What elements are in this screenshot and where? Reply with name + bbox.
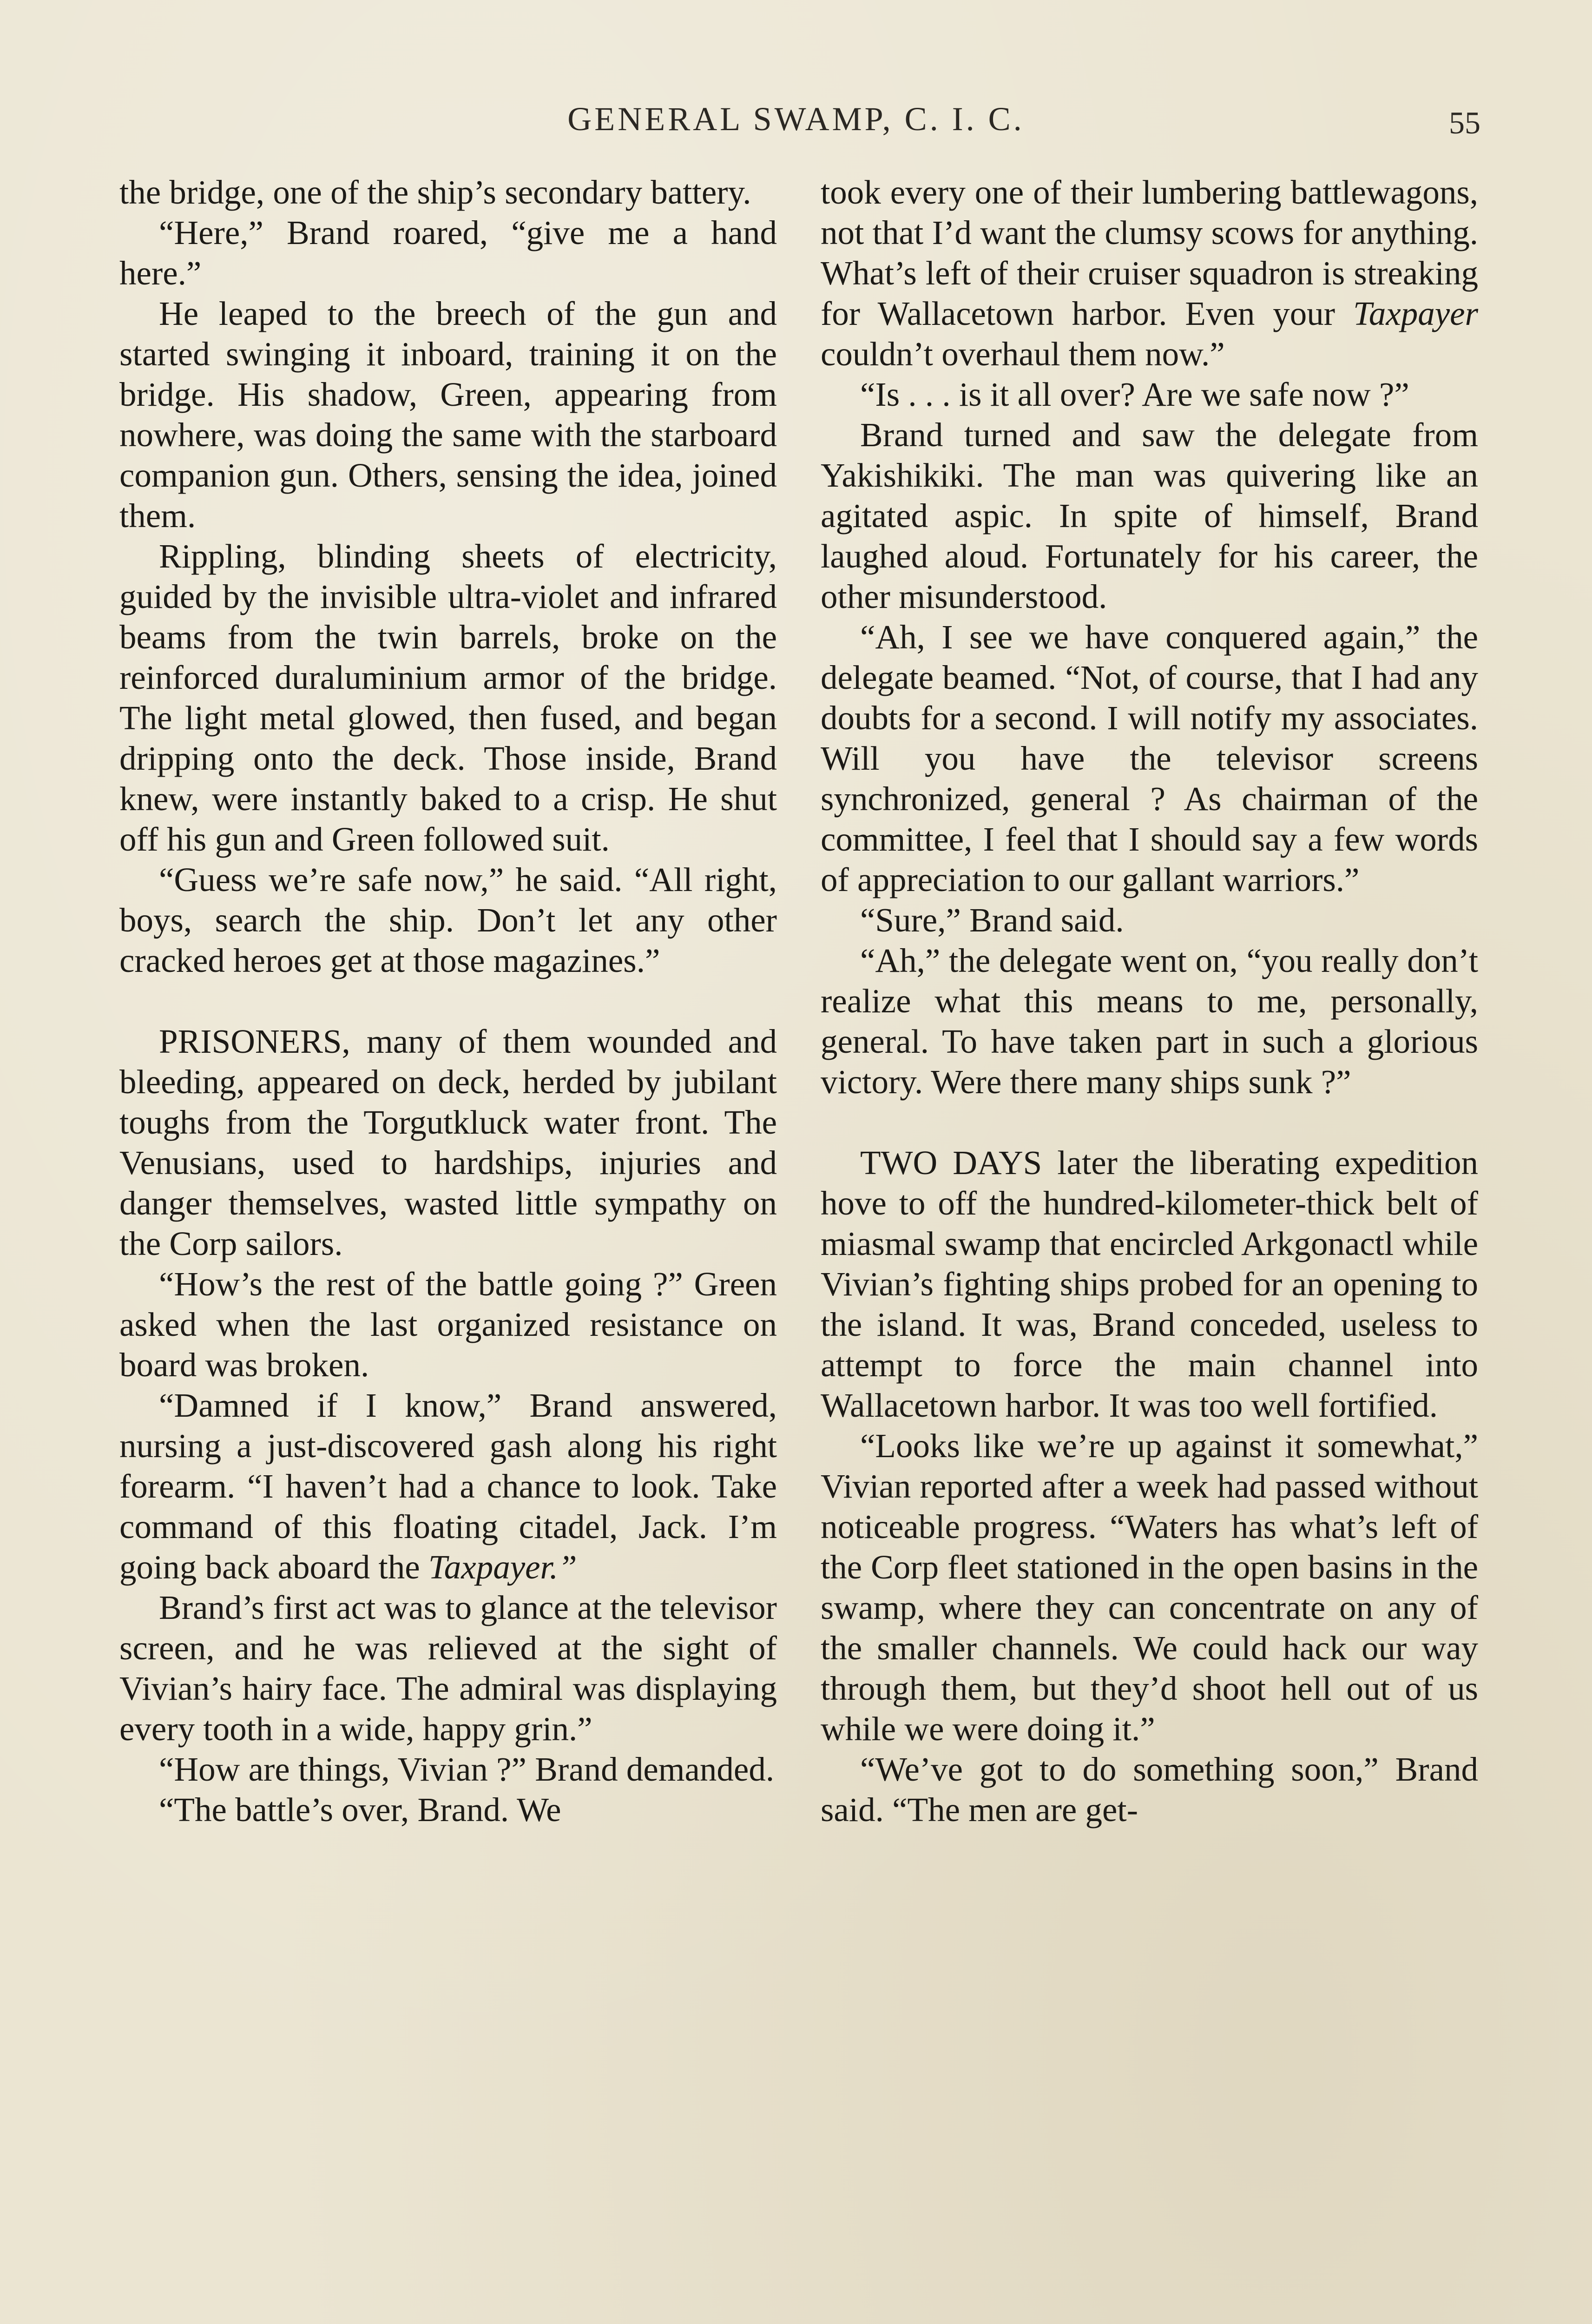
paragraph	[119, 1385, 777, 1587]
ship-name-italic: Taxpayer.”	[428, 1548, 577, 1586]
paragraph: Brand’s first act was to glance at the televisor screen, and he was relieved at the sight of Vivian’s hairy face. The admiral was displaying every tooth in a wide, happy grin.”	[119, 1589, 777, 1748]
paragraph: “How are things, Vivian ?” Brand demanded.	[159, 1750, 775, 1788]
section-opening-paragraph: PRISONERS, many of them wounded and bleeding, appeared on deck, herded by jubilant toughs from the Torgutkluck water front. The Venusians, used to hardships, injuries and danger themselves, wasted little sympathy on the Corp sailors.	[119, 1023, 777, 1262]
paragraph: “Looks like we’re up against it somewhat,” Vivian reported after a week had passed without noticeable progress. “Waters has what’s left of the Corp fleet stationed in the open basins in the swamp, where they can concentrate on any of the smaller channels. We could hack our way through them, but they’d shoot hell out of us while we were doing it.”	[821, 1427, 1478, 1748]
paragraph	[821, 172, 1478, 374]
paragraph: “Here,” Brand roared, “give me a hand here.”	[119, 214, 777, 292]
paragraph: “Ah, I see we have conquered again,” the delegate beamed. “Not, of course, that I had any doubts for a second. I will notify my associates. Will you have the televisor screens synchronized, general ? As chairman of the committee, I feel that I should say a few words of appreciation to our gallant warriors.”	[821, 618, 1478, 898]
paragraph: “We’ve got to do something soon,” Brand said. “The men are get-	[821, 1750, 1478, 1829]
paragraph: “Sure,” Brand said.	[860, 901, 1124, 939]
page-number: 55	[1449, 105, 1480, 140]
section-opening-paragraph: TWO DAYS later the liberating expedition hove to off the hundred-kilometer-thick belt of miasmal swamp that encircled Arkgonactl while Vivian’s fighting ships probed for an opening to the island. It was, Brand conceded, useless to attempt to force the main channel into Wallacetown harbor. It was too well fortified.	[821, 1144, 1478, 1424]
paragraph: Brand turned and saw the delegate from Yakishikiki. The man was quivering like an agitated aspic. In spite of himself, Brand laughed aloud. Fortunately for his career, the other misunderstood.	[821, 416, 1478, 615]
paragraph: “How’s the rest of the battle going ?” Green asked when the last organized resistance on board was broken.	[119, 1265, 777, 1384]
paragraph: Rippling, blinding sheets of electricity, guided by the invisible ultra-violet and infrared beams from the twin barrels, broke on the reinforced duraluminium armor of the bridge. The light metal glowed, then fused, and began dripping onto the deck. Those inside, Brand knew, were instantly baked to a crisp. He shut off his gun and Green followed suit.	[119, 537, 777, 858]
paragraph-text: “Damned if I know,” Brand answered, nursing a just-discovered gash along his right forearm. “I haven’t had a chance to look. Take command of this floating citadel, Jack. I’m going back aboard the	[119, 1386, 777, 1586]
paragraph: He leaped to the breech of the gun and started swinging it inboard, training it on the bridge. His shadow, Green, appearing from nowhere, was doing the same with the starboard companion gun. Others, sensing the idea, joined them.	[119, 295, 777, 535]
right-column	[821, 172, 1478, 1830]
running-title: GENERAL SWAMP, C. I. C.	[567, 100, 1025, 138]
paragraph: “The battle’s over, Brand. We	[159, 1791, 561, 1829]
paragraph: the bridge, one of the ship’s secondary battery.	[119, 173, 751, 211]
paragraph-text: took every one of their lumbering battlewagons, not that I’d want the clumsy scows for anything. What’s left of their cruiser squadron is streaking for Wallacetown harbor. Even your	[821, 173, 1478, 332]
ship-name-italic: Taxpayer	[1353, 295, 1478, 332]
paragraph: “Guess we’re safe now,” he said. “All right, boys, search the ship. Don’t let any other cracked heroes get at those magazines.”	[119, 861, 777, 979]
left-column	[119, 172, 777, 1830]
paragraph: “Ah,” the delegate went on, “you really don’t realize what this means to me, personally, general. To have taken part in such a glorious victory. Were there many ships sunk ?”	[821, 942, 1478, 1101]
paragraph: “Is . . . is it all over? Are we safe now ?”	[860, 376, 1409, 413]
paragraph-text: couldn’t overhaul them now.”	[821, 335, 1225, 373]
